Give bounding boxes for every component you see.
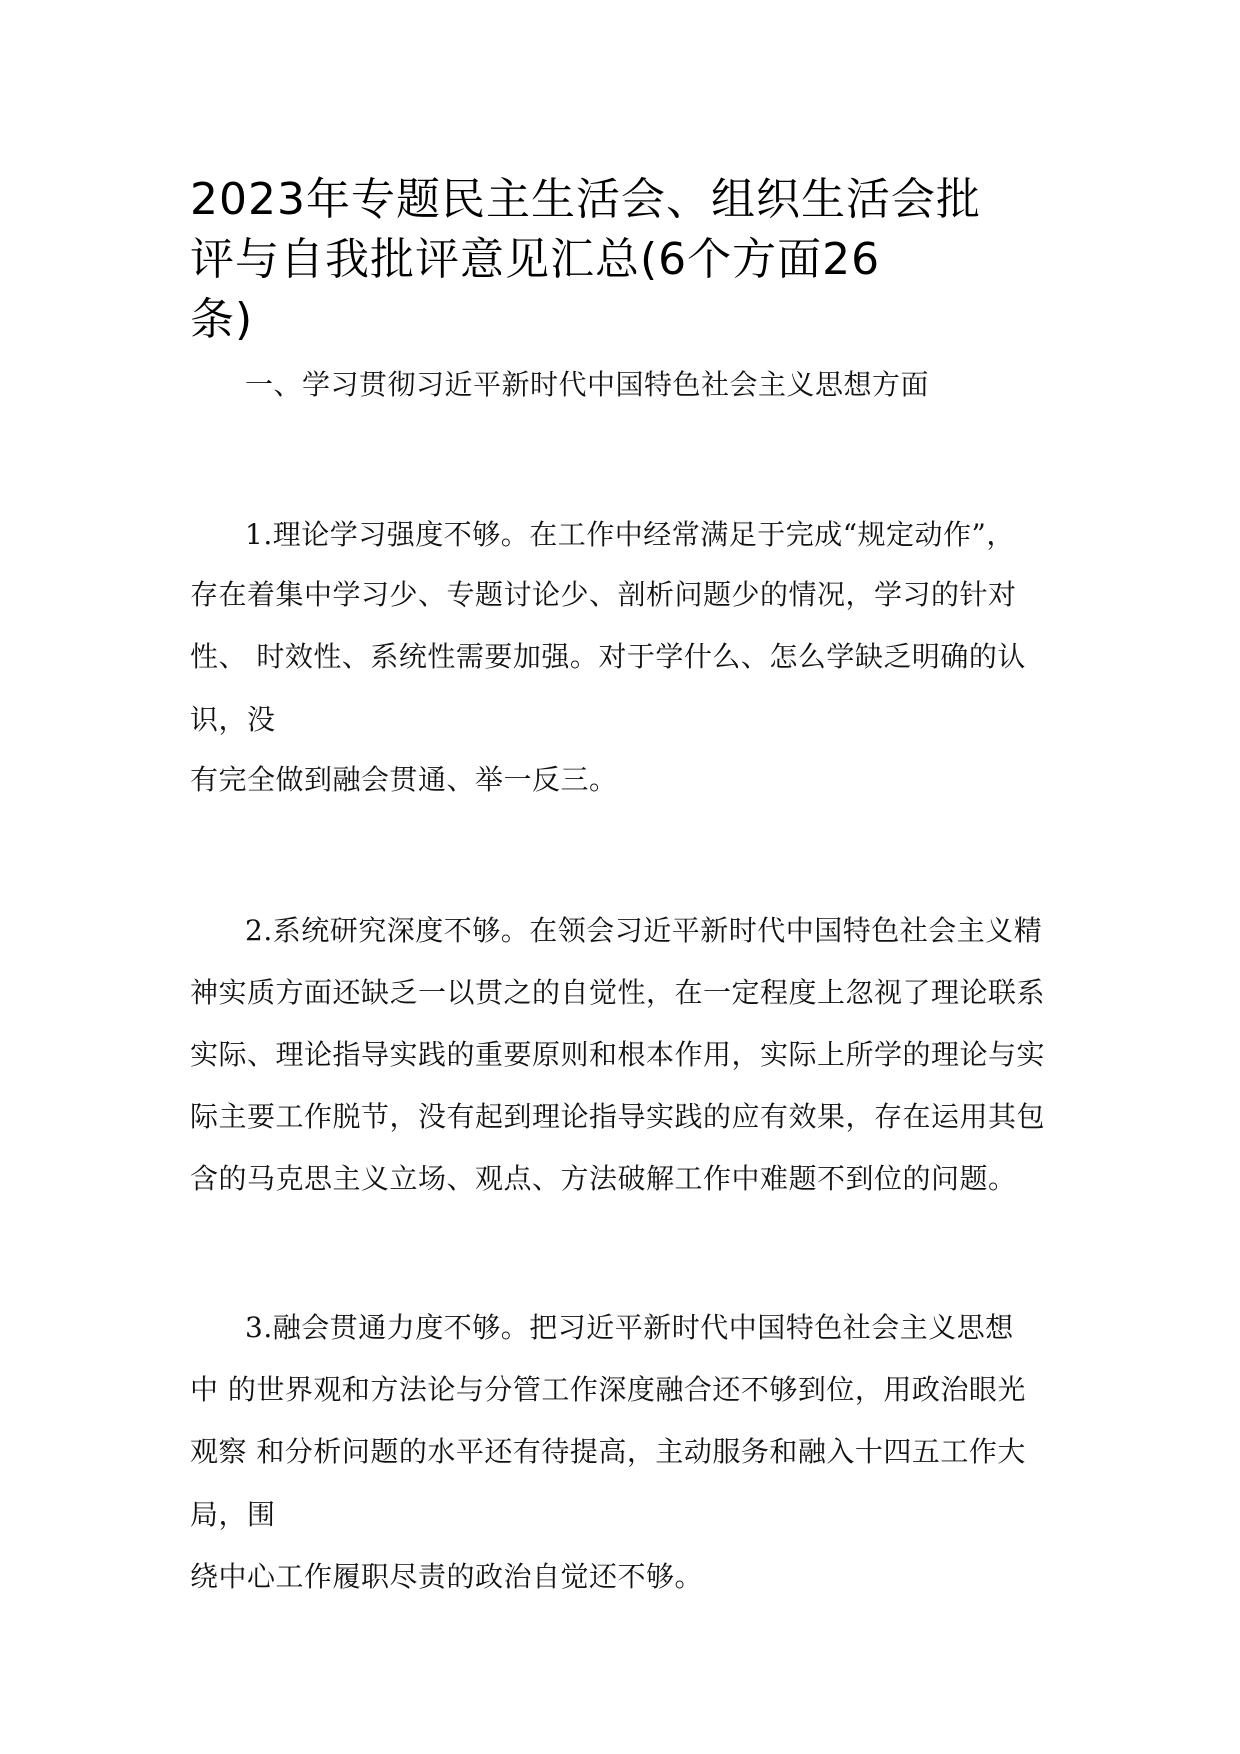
item-3-line-3: 观察 和分析问题的水平还有待提高，主动服务和融入十四五工作大 (190, 1435, 1026, 1468)
section-heading: 一、学习贯彻习近平新时代中国特色社会主义思想方面 (245, 368, 930, 401)
title-line-1: 2023年专题民主生活会、组织生活会批 (190, 174, 981, 225)
item-2-line-2: 神实质方面还缺乏一以贯之的自觉性，在一定程度上忽视了理论联系 (190, 976, 1046, 1009)
item-3-line-2: 中 的世界观和方法论与分管工作深度融合还不够到位，用政治眼光 (190, 1373, 1026, 1406)
item-1-line-2: 存在着集中学习少、专题讨论少、剖析问题少的情况，学习的针对 (190, 578, 1017, 611)
item-1-line-3: 性、 时效性、系统性需要加强。对于学什么、怎么学缺乏明确的认 (190, 640, 1026, 673)
item-2-line-4: 际主要工作脱节，没有起到理论指导实践的应有效果，存在运用其包 (190, 1100, 1046, 1133)
item-2-line-3: 实际、理论指导实践的重要原则和根本作用，实际上所学的理论与实 (190, 1038, 1046, 1071)
item-2-line-5: 含的马克思主义立场、观点、方法破解工作中难题不到位的问题。 (190, 1162, 1017, 1195)
item-1-line-4: 识，没 (190, 703, 276, 736)
item-3-line-1: 3.融会贯通力度不够。把习近平新时代中国特色社会主义思想 (245, 1311, 1014, 1344)
item-3-line-5: 绕中心工作履职尽责的政治自觉还不够。 (190, 1560, 704, 1593)
item-1-line-1: 1.理论学习强度不够。在工作中经常满足于完成“规定动作”， (245, 518, 1015, 551)
item-1-line-5: 有完全做到融会贯通、举一反三。 (190, 763, 618, 796)
item-3-line-4: 局，围 (190, 1498, 276, 1531)
title-line-3: 条) (190, 294, 254, 345)
item-2-line-1: 2.系统研究深度不够。在领会习近平新时代中国特色社会主义精 (245, 914, 1043, 947)
title-line-2: 评与自我批评意见汇总(6个方面26 (190, 234, 881, 285)
